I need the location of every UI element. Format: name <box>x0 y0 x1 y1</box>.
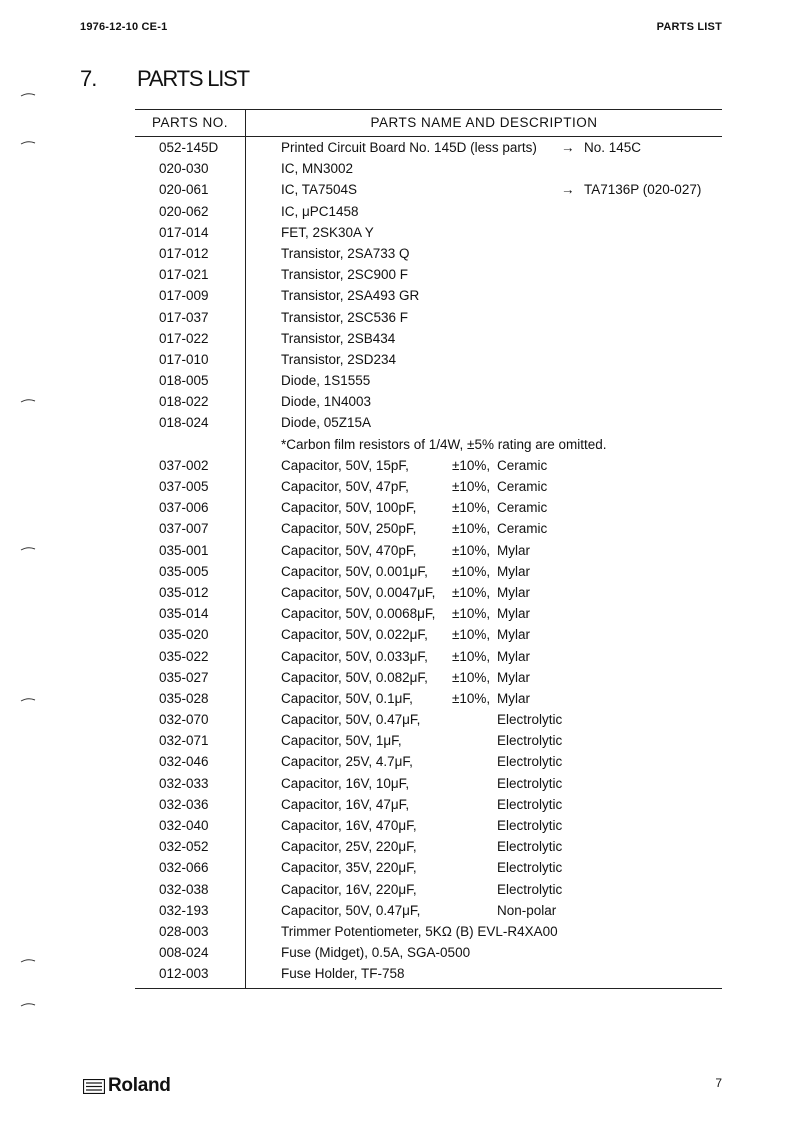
table-row <box>135 648 722 669</box>
part-description: Transistor, 2SC900 F <box>281 267 409 283</box>
table-row <box>135 563 722 584</box>
column-header-description: PARTS NAME AND DESCRIPTION <box>370 115 598 130</box>
part-type: Mylar <box>497 606 530 622</box>
part-number: 032-038 <box>159 881 209 897</box>
table-row <box>135 902 722 923</box>
table-row <box>135 859 722 880</box>
table-bottom-rule <box>135 988 722 989</box>
table-row <box>135 584 722 605</box>
table-top-rule <box>135 109 722 110</box>
margin-mark <box>20 958 36 964</box>
margin-mark <box>20 92 36 98</box>
table-row <box>135 224 722 245</box>
part-description: Capacitor, 50V, 470pF, <box>281 542 417 558</box>
part-type: Electrolytic <box>497 754 563 770</box>
part-description: IC, μPC1458 <box>281 203 359 219</box>
part-number: 018-022 <box>159 394 209 410</box>
part-number: 017-010 <box>159 351 209 367</box>
margin-mark <box>20 398 36 404</box>
part-number: 035-020 <box>159 627 209 643</box>
part-number: 008-024 <box>159 945 209 961</box>
part-type: Ceramic <box>497 457 548 473</box>
part-type: Non-polar <box>497 902 557 918</box>
table-row <box>135 245 722 266</box>
part-description: Trimmer Potentiometer, 5KΩ (B) EVL-R4XA00 <box>281 923 558 939</box>
part-description: Capacitor, 16V, 220μF, <box>281 881 417 897</box>
table-row <box>135 203 722 224</box>
part-description: IC, TA7504S <box>281 182 358 198</box>
table-row <box>135 838 722 859</box>
part-description: Capacitor, 50V, 250pF, <box>281 521 417 537</box>
part-number: 032-036 <box>159 796 209 812</box>
part-number: 037-005 <box>159 479 209 494</box>
part-type: Ceramic <box>497 521 548 537</box>
table-row <box>135 520 722 541</box>
replacement-arrow-icon: → <box>561 182 575 198</box>
part-type: Mylar <box>497 669 530 685</box>
table-row <box>135 372 722 393</box>
table-row <box>135 944 722 965</box>
margin-mark <box>20 697 36 703</box>
part-description: Capacitor, 50V, 0.033μF, <box>281 648 428 664</box>
document-code: 1976-12-10 CE-1 <box>80 21 168 33</box>
part-type: Electrolytic <box>497 818 563 833</box>
table-row <box>135 287 722 308</box>
part-number: 032-070 <box>159 712 209 728</box>
section-number: 7. <box>80 66 97 91</box>
part-tolerance: ±10%, <box>452 584 491 600</box>
part-description: Capacitor, 16V, 470μF, <box>281 818 417 833</box>
part-number: 028-003 <box>159 923 209 939</box>
part-description: Capacitor, 16V, 10μF, <box>281 775 410 791</box>
table-row <box>135 711 722 732</box>
part-description: Printed Circuit Board No. 145D (less parts) <box>281 140 537 155</box>
table-row <box>135 690 722 711</box>
part-number: 017-012 <box>159 245 209 261</box>
part-number: 035-005 <box>159 563 209 579</box>
part-number: 017-022 <box>159 330 209 346</box>
part-description: Capacitor, 25V, 220μF, <box>281 839 417 855</box>
table-row <box>135 669 722 690</box>
table-row <box>135 181 722 202</box>
part-description: Diode, 1N4003 <box>281 394 372 410</box>
table-row <box>135 542 722 563</box>
running-header: PARTS LIST <box>656 21 722 33</box>
part-description: Transistor, 2SA733 Q <box>281 245 410 261</box>
part-type: Mylar <box>497 627 530 643</box>
table-row <box>135 393 722 414</box>
part-tolerance: ±10%, <box>452 563 491 579</box>
part-number: 017-014 <box>159 224 209 240</box>
table-row <box>135 753 722 774</box>
table-row <box>135 436 722 457</box>
part-number: 035-012 <box>159 584 209 600</box>
table-row <box>135 139 722 160</box>
part-tolerance: ±10%, <box>452 627 491 643</box>
part-description: Capacitor, 50V, 15pF, <box>281 457 409 473</box>
part-type: Electrolytic <box>497 860 563 876</box>
margin-mark <box>20 546 36 552</box>
part-type: Ceramic <box>497 500 548 516</box>
part-number: 035-001 <box>159 542 209 558</box>
part-type: Electrolytic <box>497 796 563 812</box>
part-tolerance: ±10%, <box>452 648 491 664</box>
part-number: 037-002 <box>159 457 209 473</box>
table-header-rule <box>135 136 722 137</box>
replacement-part: No. 145C <box>584 140 642 155</box>
part-number: 052-145D <box>159 140 219 155</box>
part-description: Capacitor, 50V, 0.1μF, <box>281 690 413 706</box>
part-number: 037-007 <box>159 521 209 537</box>
part-tolerance: ±10%, <box>452 500 491 516</box>
part-type: Mylar <box>497 648 530 664</box>
table-row <box>135 605 722 626</box>
part-type: Ceramic <box>497 479 548 494</box>
table-row <box>135 881 722 902</box>
part-description: Capacitor, 50V, 0.0047μF, <box>281 584 436 600</box>
table-row <box>135 478 722 499</box>
part-type: Electrolytic <box>497 881 563 897</box>
part-number: 020-030 <box>159 161 209 177</box>
part-description: Diode, 05Z15A <box>281 415 372 431</box>
roland-logo-icon <box>83 1079 105 1094</box>
part-description: Capacitor, 16V, 47μF, <box>281 796 410 812</box>
part-description: Diode, 1S1555 <box>281 373 371 389</box>
part-number: 032-052 <box>159 839 209 855</box>
part-description: Capacitor, 50V, 0.001μF, <box>281 563 428 579</box>
part-number: 032-040 <box>159 818 209 833</box>
table-row <box>135 351 722 372</box>
part-number: 035-022 <box>159 648 209 664</box>
table-row <box>135 499 722 520</box>
part-number: 017-037 <box>159 309 209 325</box>
part-description: Capacitor, 50V, 0.47μF, <box>281 902 421 918</box>
part-description: Capacitor, 35V, 220μF, <box>281 860 417 876</box>
part-tolerance: ±10%, <box>452 479 491 494</box>
page-number: 7 <box>715 1076 722 1090</box>
part-description: Transistor, 2SD234 <box>281 351 397 367</box>
part-number: 035-028 <box>159 690 209 706</box>
table-row <box>135 160 722 181</box>
part-description: Capacitor, 50V, 47pF, <box>281 479 409 494</box>
part-description: Capacitor, 25V, 4.7μF, <box>281 754 413 770</box>
part-tolerance: ±10%, <box>452 542 491 558</box>
part-tolerance: ±10%, <box>452 457 491 473</box>
part-description: FET, 2SK30A Y <box>281 224 374 240</box>
part-description: Transistor, 2SB434 <box>281 330 396 346</box>
part-number: 032-193 <box>159 902 209 918</box>
part-number: 018-005 <box>159 373 209 389</box>
table-row <box>135 775 722 796</box>
column-header-parts-no: PARTS NO. <box>151 115 228 130</box>
part-number: 020-061 <box>159 182 209 198</box>
part-description: IC, MN3002 <box>281 161 354 177</box>
part-number: 017-021 <box>159 267 209 283</box>
part-tolerance: ±10%, <box>452 690 491 706</box>
part-description: Capacitor, 50V, 1μF, <box>281 733 402 749</box>
margin-mark <box>20 1002 36 1008</box>
part-number: 032-066 <box>159 860 209 876</box>
part-type: Electrolytic <box>497 775 563 791</box>
table-row <box>135 457 722 478</box>
part-description: Fuse (Midget), 0.5A, SGA-0500 <box>281 945 471 961</box>
part-type: Electrolytic <box>497 839 563 855</box>
table-note: *Carbon film resistors of 1/4W, ±5% rating are omitted. <box>281 436 607 452</box>
part-description: Transistor, 2SC536 F <box>281 309 409 325</box>
part-number: 037-006 <box>159 500 209 516</box>
part-number: 032-033 <box>159 775 209 791</box>
part-type: Electrolytic <box>497 712 563 728</box>
section-title: PARTS LIST <box>137 66 249 91</box>
part-description: Transistor, 2SA493 GR <box>281 288 420 304</box>
part-description: Capacitor, 50V, 100pF, <box>281 500 417 516</box>
parts-rows <box>135 139 722 987</box>
replacement-arrow-icon: → <box>561 140 575 155</box>
table-row <box>135 266 722 287</box>
table-row <box>135 732 722 753</box>
part-description: Capacitor, 50V, 0.47μF, <box>281 712 421 728</box>
part-description: Capacitor, 50V, 0.022μF, <box>281 627 428 643</box>
part-number: 020-062 <box>159 203 209 219</box>
brand-name: Roland <box>108 1075 171 1096</box>
part-number: 032-071 <box>159 733 209 749</box>
part-tolerance: ±10%, <box>452 606 491 622</box>
part-description: Fuse Holder, TF-758 <box>281 966 405 982</box>
replacement-part: TA7136P (020-027) <box>584 182 702 198</box>
margin-mark <box>20 140 36 146</box>
part-type: Mylar <box>497 563 530 579</box>
part-type: Electrolytic <box>497 733 563 749</box>
part-type: Mylar <box>497 690 530 706</box>
part-description: Capacitor, 50V, 0.0068μF, <box>281 606 436 622</box>
table-row <box>135 414 722 435</box>
table-row <box>135 817 722 838</box>
part-number: 018-024 <box>159 415 209 431</box>
table-row <box>135 923 722 944</box>
part-number: 012-003 <box>159 966 209 982</box>
parts-table <box>135 109 722 989</box>
part-number: 035-014 <box>159 606 209 622</box>
part-description: Capacitor, 50V, 0.082μF, <box>281 669 428 685</box>
table-row <box>135 965 722 986</box>
part-tolerance: ±10%, <box>452 669 491 685</box>
part-number: 035-027 <box>159 669 209 685</box>
table-row <box>135 626 722 647</box>
part-number: 017-009 <box>159 288 209 304</box>
part-number: 032-046 <box>159 754 209 770</box>
part-type: Mylar <box>497 542 530 558</box>
part-type: Mylar <box>497 584 530 600</box>
table-row <box>135 330 722 351</box>
brand-logo <box>83 1075 171 1097</box>
table-row <box>135 309 722 330</box>
part-tolerance: ±10%, <box>452 521 491 537</box>
table-row <box>135 796 722 817</box>
